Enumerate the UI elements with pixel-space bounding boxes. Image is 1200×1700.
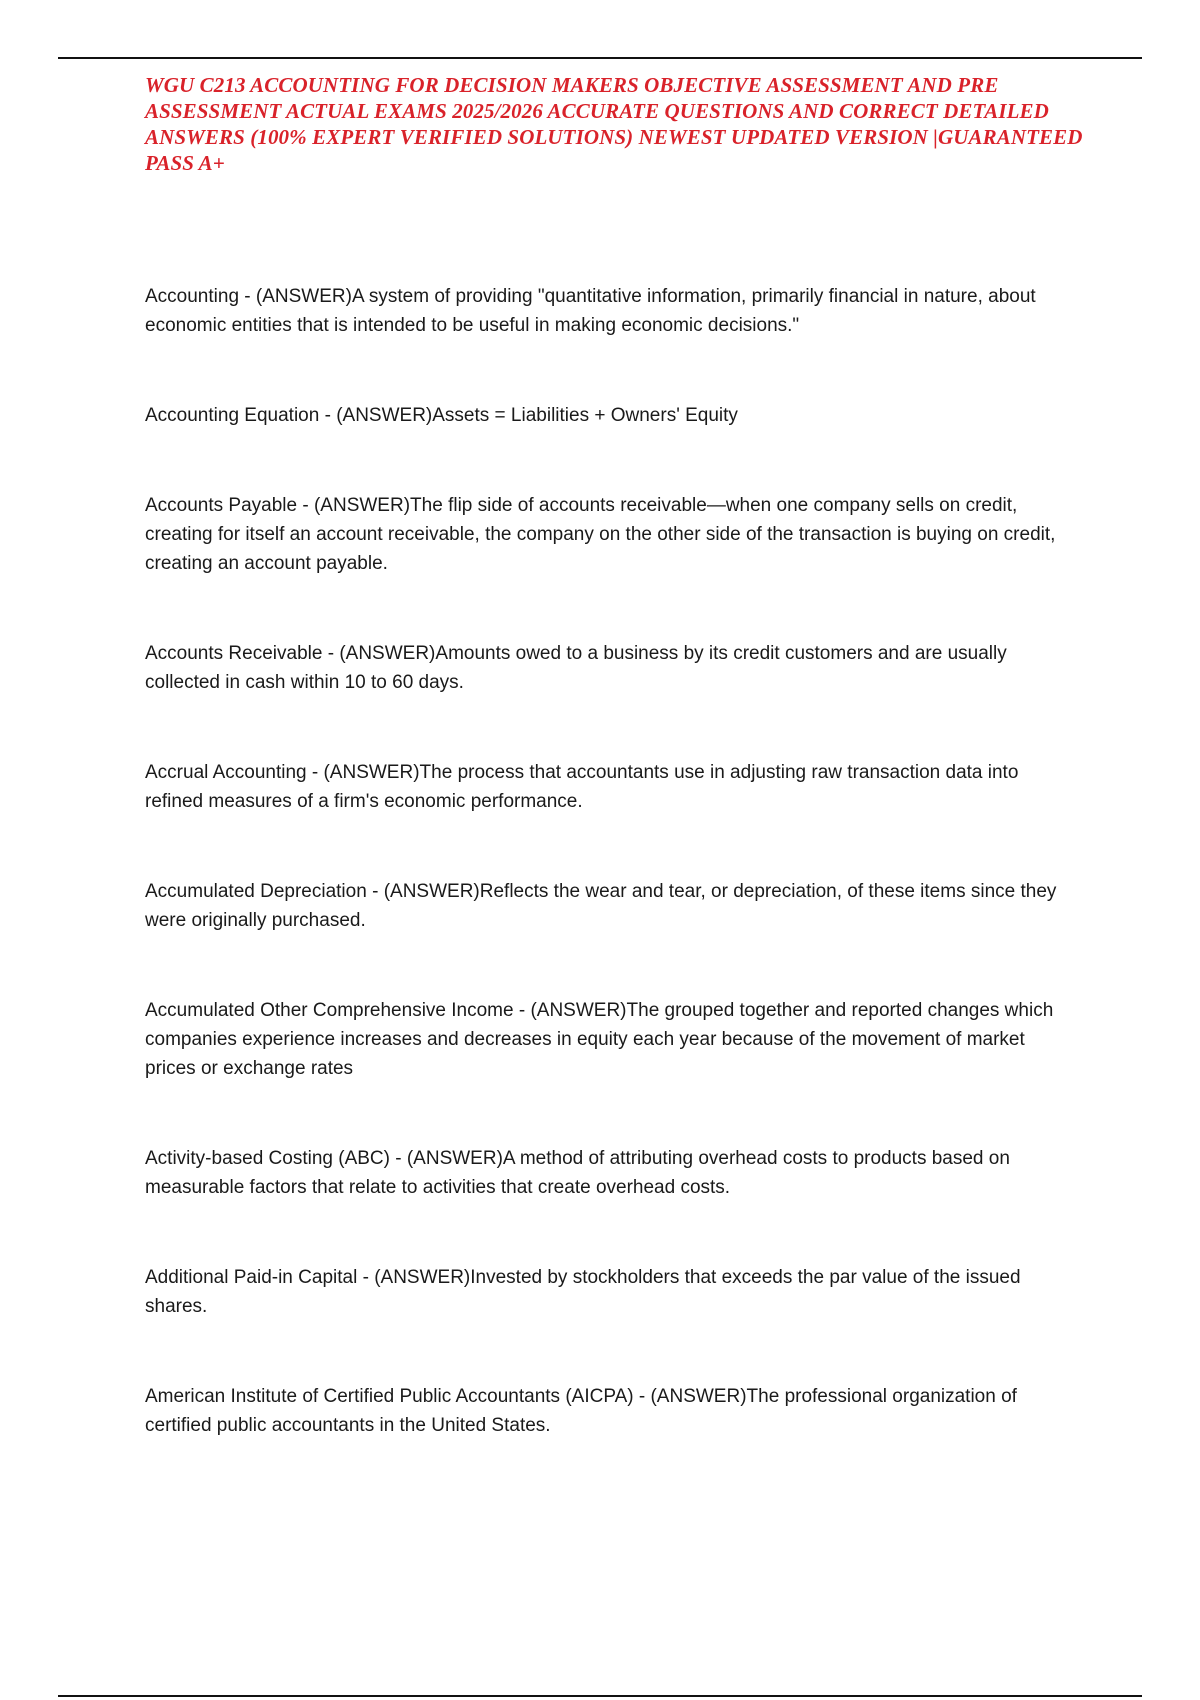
- glossary-entry: [145, 996, 1075, 1083]
- entry-separator: -: [633, 1386, 651, 1407]
- answer-marker: (ANSWER): [313, 495, 411, 516]
- entry-separator: -: [297, 495, 314, 516]
- entry-definition: Reflects the wear and tear, or depreciation, of these items since they were originally purchased.: [145, 881, 1057, 931]
- top-rule: [58, 57, 1142, 59]
- glossary-entry: [145, 1382, 1075, 1440]
- entry-term: Accumulated Depreciation: [145, 881, 367, 902]
- entry-separator: -: [366, 881, 384, 902]
- glossary-entry: [145, 401, 1075, 430]
- answer-marker: (ANSWER): [339, 643, 436, 664]
- entry-separator: -: [389, 1148, 407, 1169]
- entry-separator: -: [239, 286, 256, 307]
- entry-term: Accumulated Other Comprehensive Income: [145, 1000, 514, 1021]
- entry-term: Additional Paid-in Capital: [145, 1267, 358, 1288]
- entry-definition: A system of providing "quantitative information, primarily financial in nature, about economic entities that is intended to be useful in making economic decisions.": [145, 286, 1036, 336]
- entry-separator: -: [322, 643, 340, 664]
- entry-definition: Amounts owed to a business by its credit customers and are usually collected in cash within 10 to 60 days.: [145, 643, 1007, 693]
- answer-marker: (ANSWER): [406, 1148, 503, 1169]
- entry-term: Accounting: [145, 286, 240, 307]
- entry-term: Accounting Equation: [145, 405, 320, 426]
- entry-separator: -: [513, 1000, 531, 1021]
- glossary-entry: [145, 282, 1075, 340]
- entry-separator: -: [319, 405, 337, 426]
- answer-marker: (ANSWER): [530, 1000, 627, 1021]
- entry-term: Accrual Accounting: [145, 762, 307, 783]
- glossary-entry: [145, 639, 1075, 697]
- answer-marker: (ANSWER): [336, 405, 433, 426]
- answer-marker: (ANSWER): [374, 1267, 471, 1288]
- answer-marker: (ANSWER): [650, 1386, 747, 1407]
- glossary-entry: [145, 491, 1075, 578]
- entry-definition: Assets = Liabilities + Owners' Equity: [432, 405, 738, 426]
- bottom-rule: [58, 1695, 1142, 1697]
- glossary-entry: [145, 1263, 1075, 1321]
- entry-term: Accounts Receivable: [145, 643, 323, 664]
- entry-term: American Institute of Certified Public Accountants (AICPA): [145, 1386, 634, 1407]
- entry-definition: The professional organization of certified public accountants in the United States.: [145, 1386, 1017, 1436]
- entry-definition: A method of attributing overhead costs to products based on measurable factors that relate to activities that create overhead costs.: [145, 1148, 1010, 1198]
- entry-definition: The grouped together and reported changes which companies experience increases and decreases in equity each year because of the movement of market prices or exchange rates: [145, 1000, 1054, 1079]
- glossary-entry: [145, 758, 1075, 816]
- document-title: WGU C213 ACCOUNTING FOR DECISION MAKERS OBJECTIVE ASSESSMENT AND PRE ASSESSMENT ACTUAL EXAMS 2025/2026 ACCURATE QUESTIONS AND CORRECT DETAILED ANSWERS (100% EXPERT VERIFIED SOLUTIONS) NEWEST UPDATED VERSION |GUARANTEED PASS A+: [145, 73, 1083, 175]
- answer-marker: (ANSWER): [255, 286, 352, 307]
- entry-definition: Invested by stockholders that exceeds the par value of the issued shares.: [145, 1267, 1021, 1317]
- entry-term: Accounts Payable: [145, 495, 298, 516]
- entry-separator: -: [357, 1267, 375, 1288]
- glossary-entry: [145, 877, 1075, 935]
- entry-definition: The flip side of accounts receivable—when one company sells on credit, creating for itself an account receivable, the company on the other side of the transaction is buying on credit, creating an account payable.: [145, 495, 1056, 574]
- entry-term: Activity-based Costing (ABC): [145, 1148, 390, 1169]
- entry-separator: -: [306, 762, 324, 783]
- entry-definition: The process that accountants use in adjusting raw transaction data into refined measures of a firm's economic performance.: [145, 762, 1019, 812]
- answer-marker: (ANSWER): [383, 881, 480, 902]
- glossary-entries: [145, 282, 1075, 1440]
- glossary-entry: [145, 1144, 1075, 1202]
- answer-marker: (ANSWER): [323, 762, 420, 783]
